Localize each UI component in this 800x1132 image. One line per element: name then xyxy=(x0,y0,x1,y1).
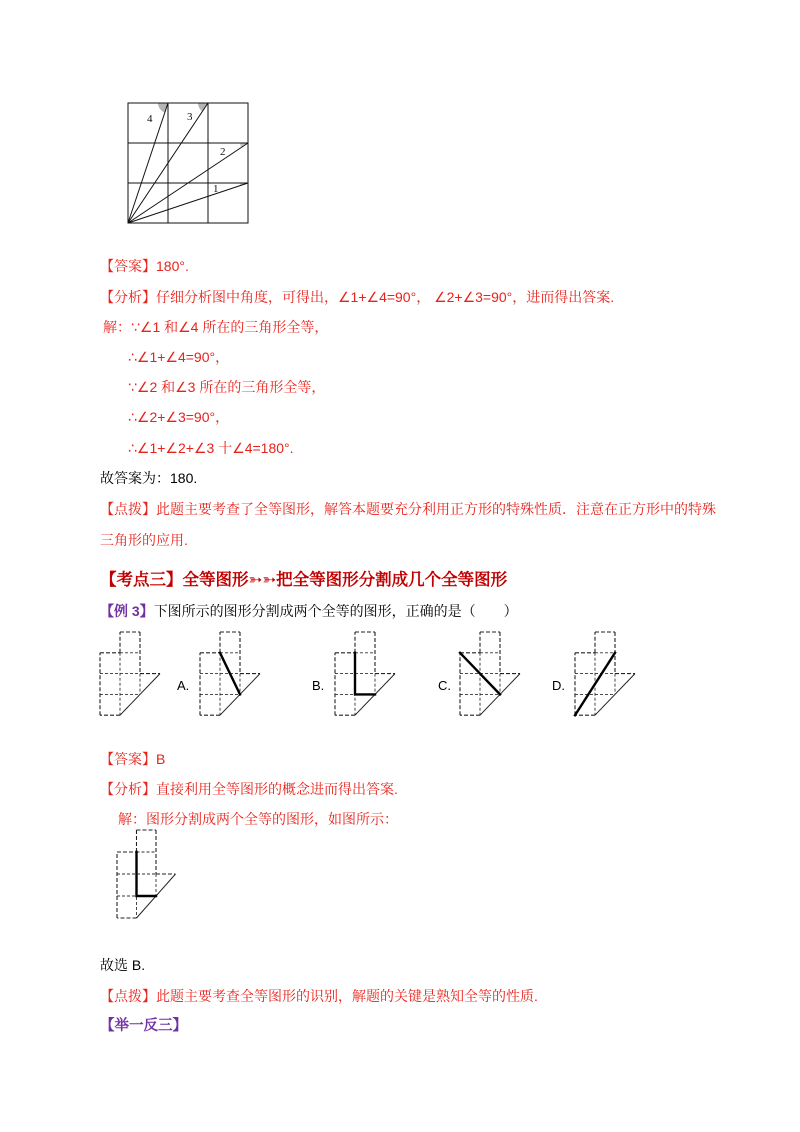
example-solution-intro: 解：图形分割成两个全等的图形，如图所示： xyxy=(118,811,398,827)
question-text: 下图所示的图形分割成两个全等的图形，正确的是（ ） xyxy=(153,603,518,619)
example-final-answer: 故选 B. xyxy=(100,957,146,973)
solution-step: ∴∠1+∠2+∠3 十∠4=180°. xyxy=(128,440,294,456)
solution-step: ∴∠2+∠3=90°， xyxy=(128,409,230,425)
option-a-figure xyxy=(198,630,262,718)
option-b-label: B. xyxy=(312,678,325,693)
analysis-text: 仔细分析图中角度，可得出，∠1+∠4=90°， ∠2+∠3=90°，进而得出答案. xyxy=(156,289,615,305)
solution-step: ∴∠1+∠4=90°， xyxy=(128,349,230,365)
answer-value: 180°. xyxy=(156,258,189,274)
example-analysis-tag: 【分析】 xyxy=(100,781,156,797)
section-title: 全等图形➳➳把全等图形分割成几个全等图形 xyxy=(182,571,508,589)
tip-text-continued: 三角形的应用. xyxy=(100,532,188,548)
tip-line xyxy=(100,499,716,519)
answer-shape-figure xyxy=(115,828,178,920)
answer-line xyxy=(100,256,189,276)
answer-tag: 【答案】 xyxy=(100,258,156,274)
option-c-figure xyxy=(458,630,522,718)
analysis-line xyxy=(100,287,614,307)
practice-heading: 【举一反三】 xyxy=(100,1018,187,1034)
angle-label-3: 3 xyxy=(187,111,193,123)
option-c-label: C. xyxy=(438,678,451,693)
example-analysis-line xyxy=(100,779,398,799)
example-tip-tag: 【点拨】 xyxy=(100,988,156,1004)
example-tip-text: 此题主要考查全等图形的识别，解题的关键是熟知全等的性质. xyxy=(156,988,538,1004)
option-d-label: D. xyxy=(552,678,565,693)
option-a-label: A. xyxy=(177,678,190,693)
analysis-tag: 【分析】 xyxy=(100,289,156,305)
option-d-figure xyxy=(573,630,637,718)
angle-label-2: 2 xyxy=(220,146,226,158)
original-shape-figure xyxy=(98,630,162,718)
example-answer-line xyxy=(100,749,165,769)
angle-grid-figure xyxy=(126,101,250,225)
example-answer-tag: 【答案】 xyxy=(100,751,156,767)
section-tag: 【考点三】 xyxy=(100,571,183,589)
angle-label-1: 1 xyxy=(213,183,219,195)
example-answer-value: B xyxy=(156,751,166,767)
ray-line xyxy=(128,183,248,223)
example-tip-line xyxy=(100,986,538,1006)
shape-fill xyxy=(117,830,176,918)
example-tag: 【例 3】 xyxy=(100,603,154,619)
solution-step: 解：∵∠1 和∠4 所在的三角形全等， xyxy=(103,319,329,335)
angle-label-4: 4 xyxy=(147,113,153,125)
solution-step: ∵∠2 和∠3 所在的三角形全等， xyxy=(128,379,326,395)
tip-tag: 【点拨】 xyxy=(100,501,156,517)
example-question xyxy=(100,601,518,621)
section-heading xyxy=(100,569,507,591)
tip-text: 此题主要考查了全等图形，解答本题要充分利用正方形的特殊性质．注意在正方形中的特殊 xyxy=(156,501,716,517)
example-analysis-text: 直接利用全等图形的概念进而得出答案. xyxy=(156,781,398,797)
final-answer: 故答案为：180. xyxy=(100,470,198,486)
option-b-figure xyxy=(333,630,397,718)
